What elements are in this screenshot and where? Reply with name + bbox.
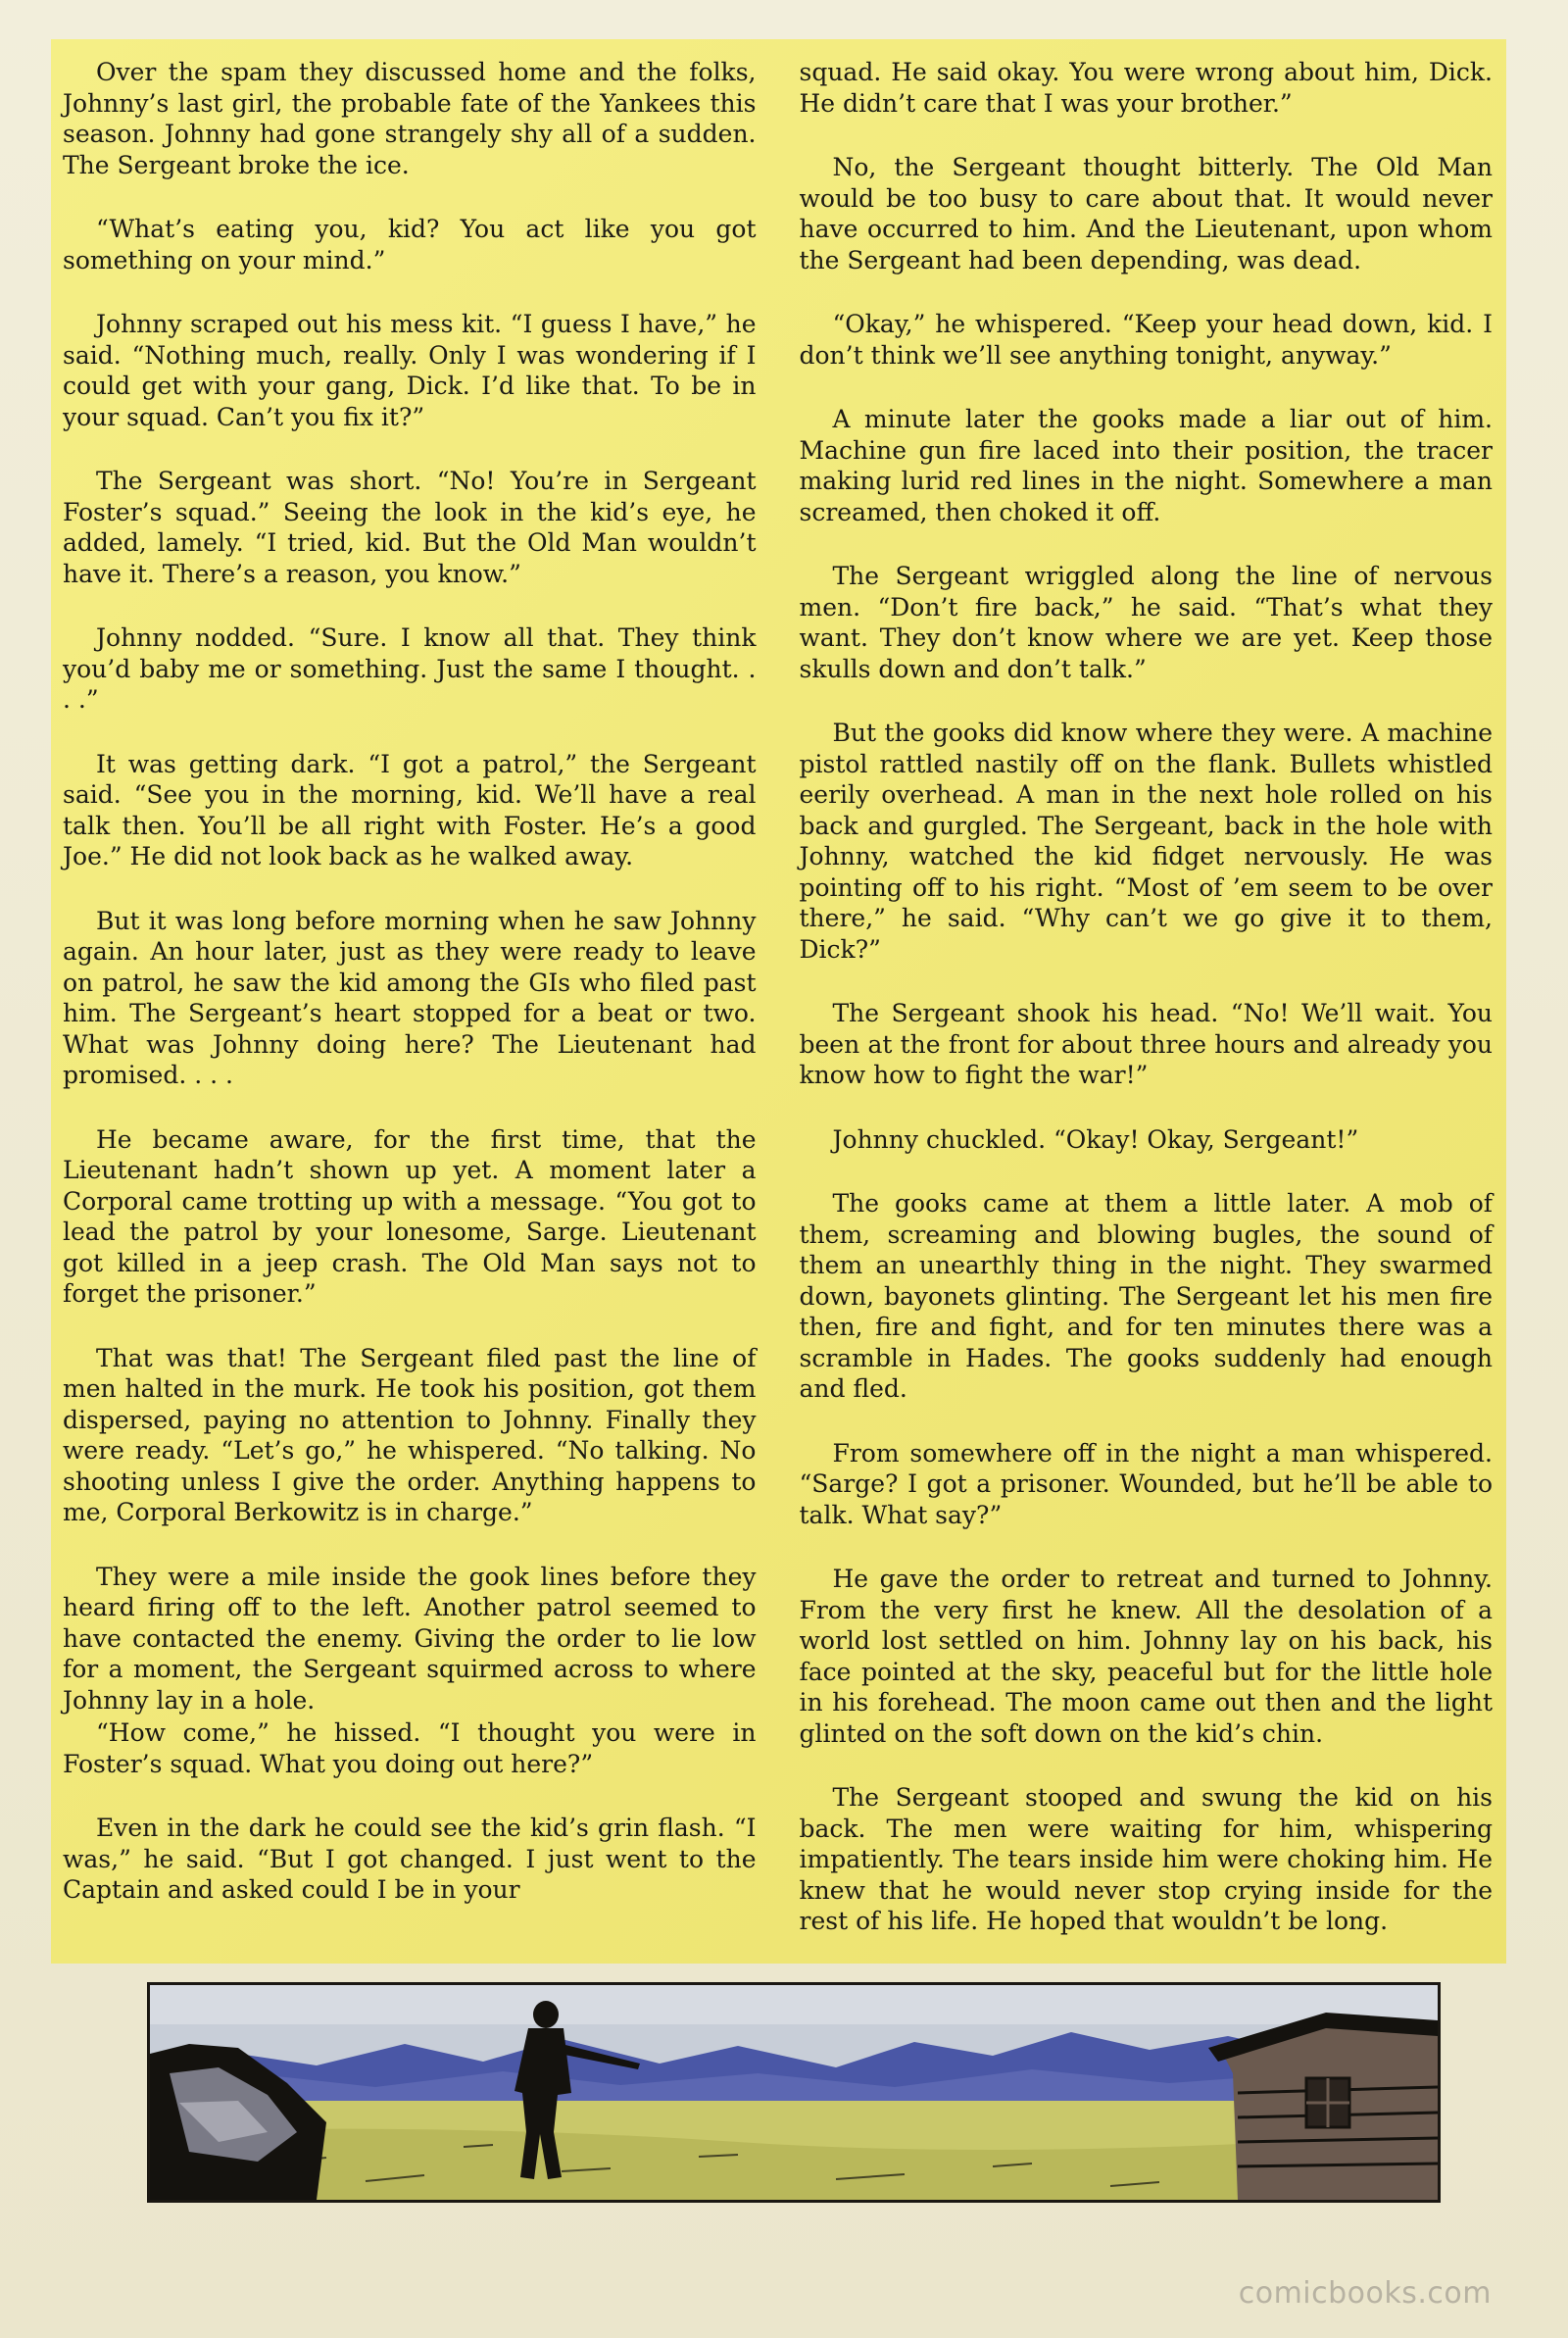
left-text-column <box>63 57 757 1964</box>
paragraph: But it was long before morning when he saw Johnny again. An hour later, just as they were ready to leave on patrol, he saw the kid among the GIs who filed past him. The Sergeant’s heart stopped for a beat or two. What was Johnny doing here? The Lieutenant had promised. . . . <box>63 906 757 1089</box>
wooden-shack <box>1208 2013 1438 2200</box>
paragraph: It was getting dark. “I got a patrol,” the Sergeant said. “See you in the morning, kid. We’ll have a real talk then. You’ll be all right with Foster. He’s a good Joe.” He did not look back as he walked away. <box>63 749 757 871</box>
paragraph: Johnny nodded. “Sure. I know all that. They think you’d baby me or something. Just the same I thought. . . .” <box>63 623 757 714</box>
watermark: comicbooks.com <box>1238 2276 1492 2311</box>
paragraph: He became aware, for the first time, that the Lieutenant hadn’t shown up yet. A moment later a Corporal came trotting up with a message. “You got to lead the patrol by your lonesome, Sarge. Lieutenant got killed in a jeep crash. The Old Man says not to forget the prisoner.” <box>63 1124 757 1308</box>
paragraph: The Sergeant shook his head. “No! We’ll wait. You been at the front for about three hours and already you know how to fight the war!” <box>799 999 1493 1089</box>
paragraph: “Okay,” he whispered. “Keep your head down, kid. I don’t think we’ll see anything tonight, anyway.” <box>799 310 1493 370</box>
paragraph: But the gooks did know where they were. A machine pistol rattled nastily off on the flank. Bullets whistled eerily overhead. A man in the next hole rolled on his back and gurgled. The Sergeant, back in the hole with Johnny, watched the kid fidget nervously. He was pointing off to his right. “Most of ’em seem to be over there,” he said. “Why can’t we go give it to them, Dick?” <box>799 719 1493 964</box>
paragraph: A minute later the gooks made a liar out of him. Machine gun fire laced into their position, the tracer making lurid red lines in the night. Somewhere a man screamed, then choked it off. <box>799 405 1493 526</box>
paragraph: “What’s eating you, kid? You act like you got something on your mind.” <box>63 215 757 274</box>
paragraph: “How come,” he hissed. “I thought you were in Foster’s squad. What you doing out here?” <box>63 1718 757 1778</box>
paragraph: They were a mile inside the gook lines before they heard firing off to the left. Another patrol seemed to have contacted the enemy. Giving the order to lie low for a moment, the Sergeant squirmed across to where Johnny lay in a hole. <box>63 1562 757 1715</box>
paragraph: Even in the dark he could see the kid’s grin flash. “I was,” he said. “But I got changed. I just went to the Captain and asked could I be in your <box>63 1814 757 1904</box>
paragraph: The gooks came at them a little later. A mob of them, screaming and blowing bugles, the sound of them an unearthly thing in the night. They swarmed down, bayonets glinting. The Sergeant let his men fire then, fire and fight, and for ten minutes there was a scramble in Hades. The gooks suddenly had enough and fled. <box>799 1189 1493 1403</box>
paragraph: Over the spam they discussed home and the folks, Johnny’s last girl, the probable fate of the Yankees this season. Johnny had gone strangely shy all of a sudden. The Sergeant broke the ice. <box>63 58 757 179</box>
paragraph: That was that! The Sergeant filed past the line of men halted in the murk. He took his position, got them dispersed, paying no attention to Johnny. Finally they were ready. “Let’s go,” he whispered. “No talking. No shooting unless I give the order. Anything happens to me, Corporal Berkowitz is in charge.” <box>63 1343 757 1526</box>
paragraph: The Sergeant was short. “No! You’re in Sergeant Foster’s squad.” Seeing the look in the kid’s eye, he added, lamely. “I tried, kid. But the Old Man wouldn’t have it. There’s a reason, you know.” <box>63 467 757 588</box>
right-text-column <box>800 57 1494 1964</box>
story-text-panel <box>51 39 1506 1964</box>
paragraph: The Sergeant stooped and swung the kid on his back. The men were waiting for him, whispering impatiently. The tears inside him were choking him. He knew that he would never stop crying inside for the rest of his life. He hoped that wouldn’t be long. <box>799 1783 1493 1935</box>
soldier-walking-toward-shack-illustration <box>147 1982 1441 2203</box>
paragraph: squad. He said okay. You were wrong about him, Dick. He didn’t care that I was your brother.” <box>799 58 1493 118</box>
paragraph: No, the Sergeant thought bitterly. The Old Man would be too busy to care about that. It would never have occurred to him. And the Lieutenant, upon whom the Sergeant had been depending, was dead. <box>799 153 1493 274</box>
paragraph: Johnny scraped out his mess kit. “I guess I have,” he said. “Nothing much, really. Only I was wondering if I could get with your gang, Dick. I’d like that. To be in your squad. Can’t you fix it?” <box>63 310 757 431</box>
paragraph: The Sergeant wriggled along the line of nervous men. “Don’t fire back,” he said. “That’s what they want. They don’t know where we are yet. Keep those skulls down and don’t talk.” <box>799 562 1493 683</box>
paragraph: Johnny chuckled. “Okay! Okay, Sergeant!” <box>832 1124 1359 1154</box>
paragraph: He gave the order to retreat and turned to Johnny. From the very first he knew. All the desolation of a world lost settled on him. Johnny lay on his back, his face pointed at the sky, peaceful but for the little hole in his forehead. The moon came out then and the light glinted on the soft down on the kid’s chin. <box>799 1565 1493 1748</box>
paragraph: From somewhere off in the night a man whispered. “Sarge? I got a prisoner. Wounded, but he’ll be able to talk. What say?” <box>799 1438 1493 1529</box>
